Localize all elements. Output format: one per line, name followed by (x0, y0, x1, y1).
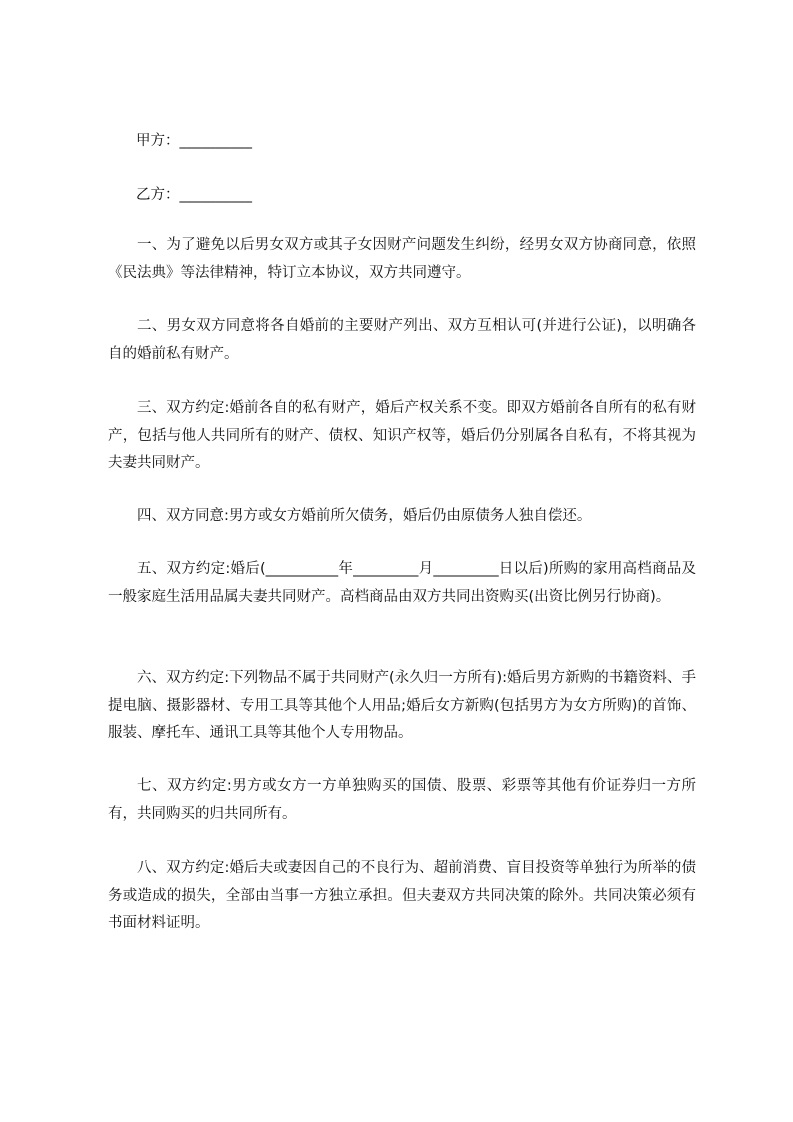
clause-5: 五、双方约定:婚后(__________年_________月_________日以后)所购的家用高档商品及一般家庭生活用品属夫妻共同财产。高档商品由双方共同出资购买(出资比例另行协商)。 (108, 561, 696, 605)
party-b-line: 乙方：__________ (136, 187, 252, 203)
clause-1: 一、为了避免以后男女双方或其子女因财产问题发生纠纷，经男女双方协商同意，依照《民法典》等法律精神，特订立本协议，双方共同遵守。 (108, 237, 696, 281)
party-a-line: 甲方：__________ (136, 133, 252, 149)
clause-2: 二、男女双方同意将各自婚前的主要财产列出、双方互相认可(并进行公证)，以明确各自的婚前私有财产。 (108, 318, 696, 362)
clause-3: 三、双方约定:婚前各自的私有财产，婚后产权关系不变。即双方婚前各自所有的私有财产，包括与他人共同所有的财产、债权、知识产权等，婚后仍分别属各自私有，不将其视为夫妻共同财产。 (108, 400, 696, 471)
clause-6: 六、双方约定:下列物品不属于共同财产(永久归一方所有):婚后男方新购的书籍资料、手提电脑、摄影器材、专用工具等其他个人用品;婚后女方新购(包括男方为女方所购)的首饰、服装、摩托车、通讯工具等其他个人专用物品。 (108, 670, 696, 741)
clause-8: 八、双方约定:婚后夫或妻因自己的不良行为、超前消费、盲目投资等单独行为所举的债务或造成的损失，全部由当事一方独立承担。但夫妻双方共同决策的除外。共同决策必须有书面材料证明。 (108, 860, 696, 931)
clause-4: 四、双方同意:男方或女方婚前所欠债务，婚后仍由原债务人独自偿还。 (137, 508, 592, 524)
clause-7: 七、双方约定:男方或女方一方单独购买的国债、股票、彩票等其他有价证券归一方所有，共同购买的归共同所有。 (108, 778, 696, 822)
